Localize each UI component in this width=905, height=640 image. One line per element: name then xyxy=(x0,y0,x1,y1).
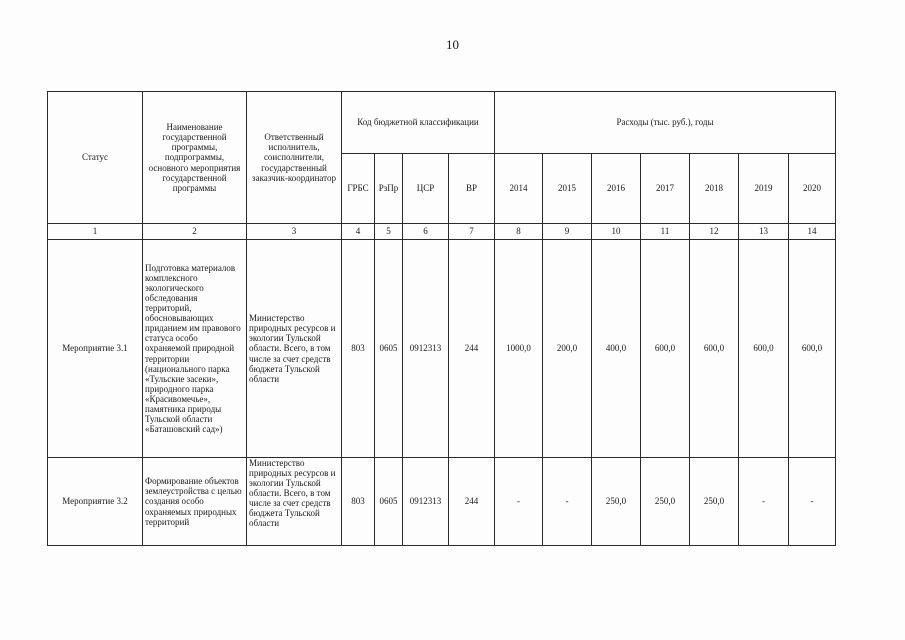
header-year: 2019 xyxy=(739,154,789,224)
header-year: 2014 xyxy=(495,154,543,224)
column-number: 9 xyxy=(543,224,592,240)
header-year: 2020 xyxy=(789,154,836,224)
row-value: 600,0 xyxy=(789,240,836,458)
header-year: 2018 xyxy=(690,154,739,224)
table-row xyxy=(48,240,836,458)
row-vr: 244 xyxy=(449,240,495,458)
row-value: 250,0 xyxy=(641,458,690,546)
row-vr: 244 xyxy=(449,458,495,546)
header-year: 2015 xyxy=(543,154,592,224)
row-value: 1000,0 xyxy=(495,240,543,458)
column-number: 3 xyxy=(247,224,342,240)
header-year: 2016 xyxy=(592,154,641,224)
header-status: Статус xyxy=(48,92,143,224)
column-number: 10 xyxy=(592,224,641,240)
column-number: 2 xyxy=(143,224,247,240)
row-name: Подготовка материалов комплексного экологического обследования территорий, обосновывающих приданием им правового статуса особо охраняемой природной территории (национального парка «Тульские засеки», природного парка «Красивомечье», памятника природы Тульской области «Баташовский сад») xyxy=(143,240,247,458)
column-number: 13 xyxy=(739,224,789,240)
column-number: 8 xyxy=(495,224,543,240)
row-value: 250,0 xyxy=(690,458,739,546)
column-number-row xyxy=(48,224,836,240)
column-number: 6 xyxy=(403,224,449,240)
row-responsible: Министерство природных ресурсов и экологии Тульской области. Всего, в том числе за счет средств бюджета Тульской области xyxy=(247,458,342,546)
column-number: 12 xyxy=(690,224,739,240)
header-expenses: Расходы (тыс. руб.), годы xyxy=(495,92,836,154)
row-rzpr: 0605 xyxy=(375,240,403,458)
row-grbs: 803 xyxy=(342,240,375,458)
page-number: 10 xyxy=(446,37,459,52)
row-value: 600,0 xyxy=(641,240,690,458)
table-row xyxy=(48,458,836,546)
row-value: - xyxy=(543,458,592,546)
row-value: 400,0 xyxy=(592,240,641,458)
row-value: - xyxy=(495,458,543,546)
column-number: 5 xyxy=(375,224,403,240)
row-value: 600,0 xyxy=(690,240,739,458)
row-value: - xyxy=(789,458,836,546)
header-row-top xyxy=(48,92,836,154)
header-rzpr: РзПр xyxy=(375,154,403,224)
row-value: - xyxy=(739,458,789,546)
row-status: Мероприятие 3.1 xyxy=(48,240,143,458)
row-value: 200,0 xyxy=(543,240,592,458)
row-csr: 0912313 xyxy=(403,458,449,546)
row-rzpr: 0605 xyxy=(375,458,403,546)
header-budget-code: Код бюджетной классификации xyxy=(342,92,495,154)
header-grbs: ГРБС xyxy=(342,154,375,224)
column-number: 11 xyxy=(641,224,690,240)
row-status: Мероприятие 3.2 xyxy=(48,458,143,546)
row-name: Формирование объектов землеустройства с целью создания особо охраняемых природных территорий xyxy=(143,458,247,546)
row-value: 600,0 xyxy=(739,240,789,458)
header-year: 2017 xyxy=(641,154,690,224)
header-vr: ВР xyxy=(449,154,495,224)
header-csr: ЦСР xyxy=(403,154,449,224)
row-grbs: 803 xyxy=(342,458,375,546)
row-value: 250,0 xyxy=(592,458,641,546)
row-csr: 0912313 xyxy=(403,240,449,458)
column-number: 1 xyxy=(48,224,143,240)
column-number: 7 xyxy=(449,224,495,240)
column-number: 14 xyxy=(789,224,836,240)
row-responsible: Министерство природных ресурсов и экологии Тульской области. Всего, в том числе за счет средств бюджета Тульской области xyxy=(247,240,342,458)
column-number: 4 xyxy=(342,224,375,240)
budget-table xyxy=(47,91,836,546)
header-responsible: Ответственный исполнитель, соисполнители, государственный заказчик-координатор xyxy=(247,92,342,224)
header-name: Наименование государственной программы, подпрограммы, основного мероприятия государственной программы xyxy=(143,92,247,224)
